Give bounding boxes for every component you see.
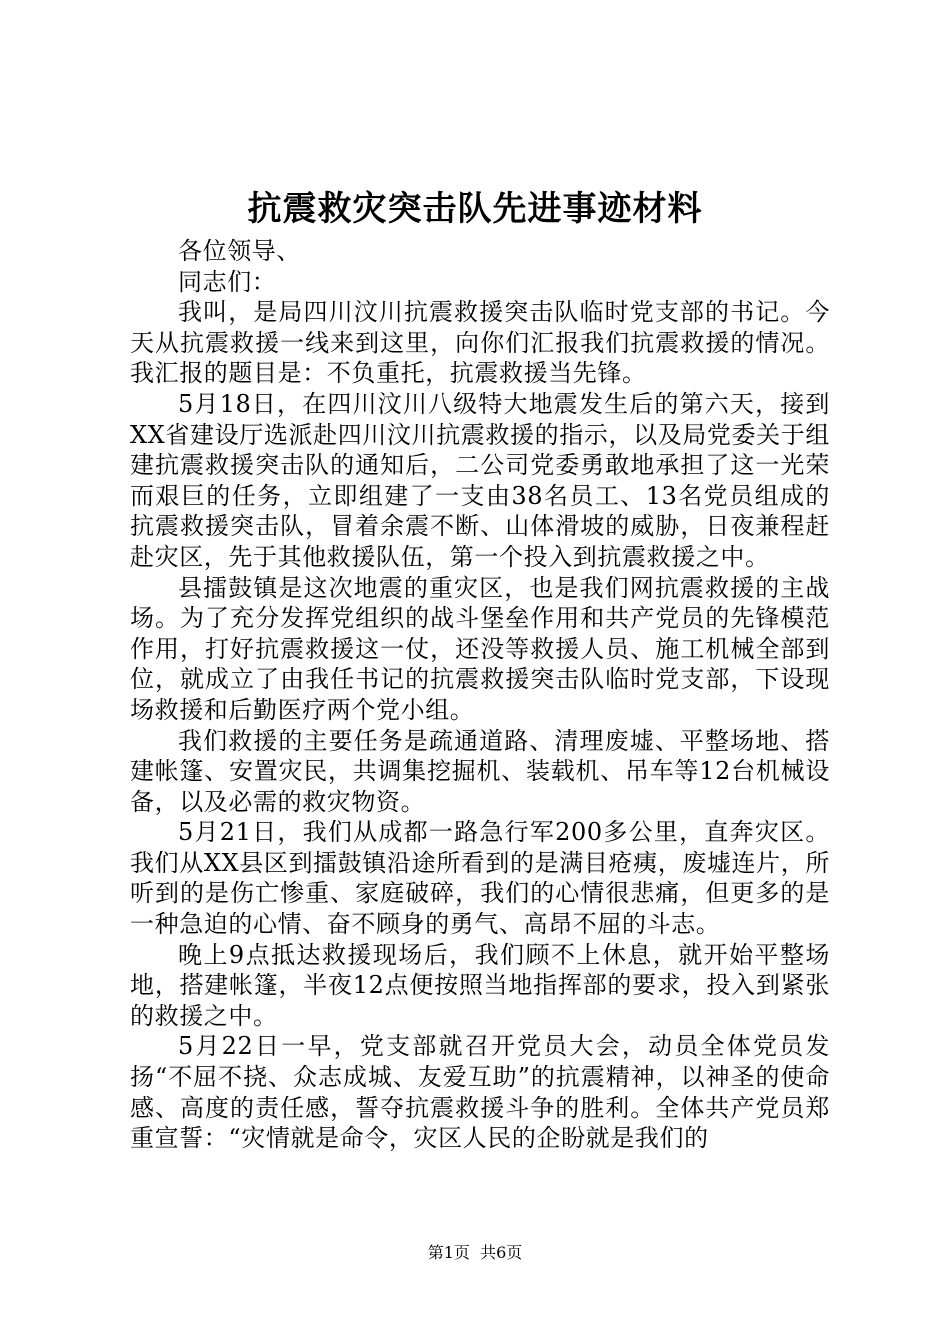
body-paragraph: 我叫，是局四川汶川抗震救援突击队临时党支部的书记。今天从抗震救援一线来到这里，向你们汇报我们抗震救援的情况。我汇报的题目是：不负重托，抗震救援当先锋。 — [130, 298, 830, 388]
salutation-line: 各位领导、 — [178, 237, 301, 265]
salutation-line: 同志们： — [178, 267, 277, 296]
document-title: 抗震救灾突击队先进事迹材料 — [247, 189, 703, 229]
body-paragraph: 县擂鼓镇是这次地震的重灾区，也是我们网抗震救援的主战场。为了充分发挥党组织的战斗堡垒作用和共产党员的先锋模范作用，打好抗震救援这一仗，还没等救援人员、施工机械全部到位，就成立了由我任书记的抗震救援突击队临时党支部，下设现场救援和后勤医疗两个党小组。 — [130, 573, 830, 724]
body-paragraph: 5月18日，在四川汶川八级特大地震发生后的第六天，接到XX省建设厅选派赴四川汶川抗震救援的指示，以及局党委关于组建抗震救援突击队的通知后，二公司党委勇敢地承担了这一光荣而艰巨的任务，立即组建了一支由38名员工、13名党员组成的抗震救援突击队，冒着余震不断、山体滑坡的威胁，日夜兼程赶赴灾区，先于其他救援队伍，第一个投入到抗震救援之中。 — [130, 389, 830, 571]
body-paragraph: 5月22日一早，党支部就召开党员大会，动员全体党员发扬“不屈不挠、众志成城、友爱互助”的抗震精神，以神圣的使命感、高度的责任感，誓夺抗震救援斗争的胜利。全体共产党员郑重宣誓：“灾情就是命令，灾区人民的企盼就是我们的 — [130, 1032, 830, 1153]
page-number: 第1页 共6页 — [427, 1243, 523, 1262]
body-paragraph: 晚上9点抵达救援现场后，我们顾不上休息，就开始平整场地，搭建帐篷，半夜12点便按照当地指挥部的要求，投入到紧张的救援之中。 — [130, 940, 830, 1030]
body-paragraph: 我们救援的主要任务是疏通道路、清理废墟、平整场地、搭建帐篷、安置灾民，共调集挖掘机、装载机、吊车等12台机械设备，以及必需的救灾物资。 — [130, 726, 830, 816]
document-body — [130, 236, 830, 1154]
body-paragraph: 5月21日，我们从成都一路急行军200多公里，直奔灾区。我们从XX县区到擂鼓镇沿途所看到的是满目疮痍，废墟连片，所听到的是伤亡惨重、家庭破碎，我们的心情很悲痛，但更多的是一种急迫的心情、奋不顾身的勇气、高昂不屈的斗志。 — [130, 818, 830, 939]
page-footer — [0, 1241, 950, 1265]
